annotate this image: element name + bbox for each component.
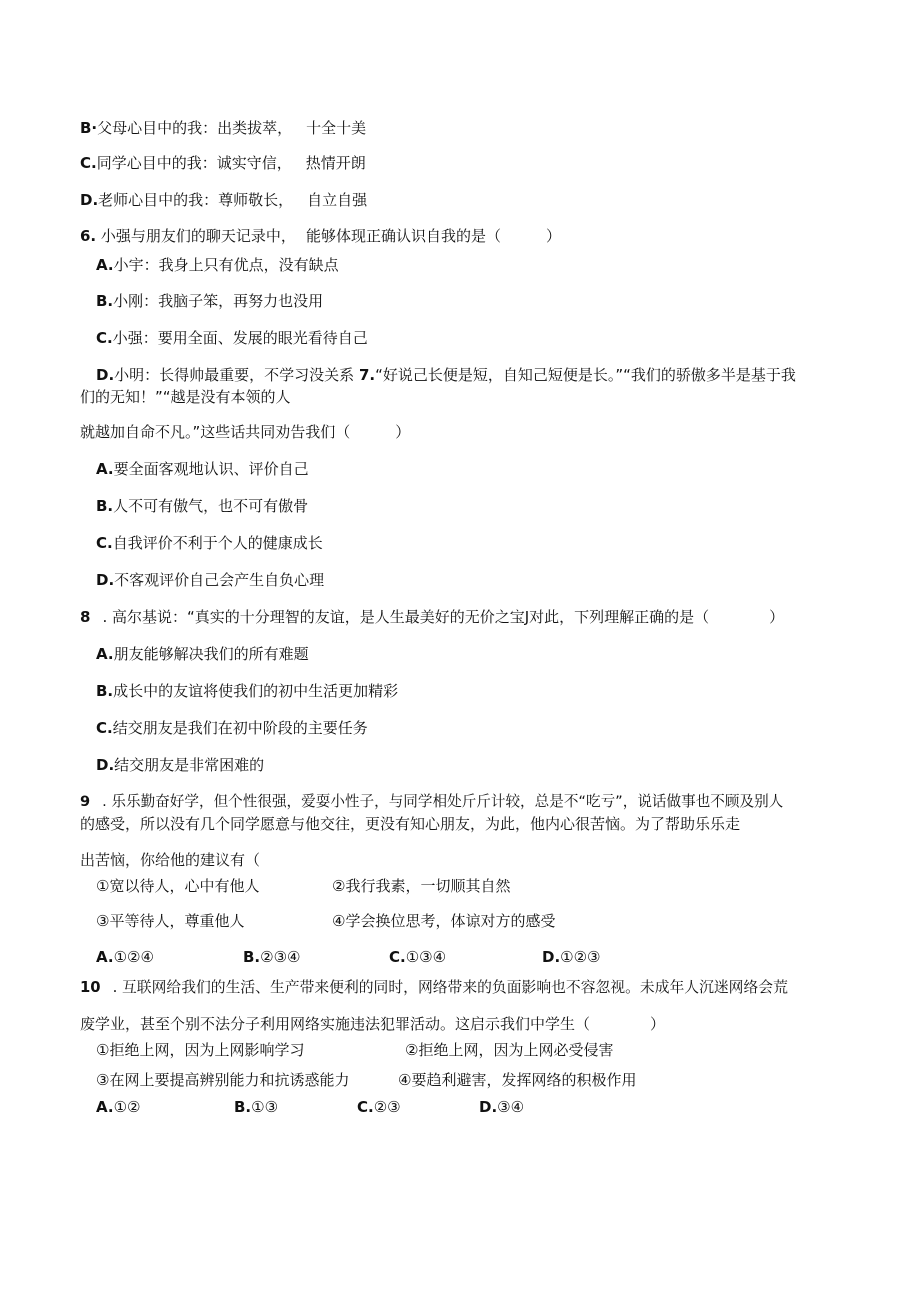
option-text: 人不可有傲气，也不可有傲骨	[113, 497, 309, 515]
option-text: 自立自强	[307, 191, 368, 209]
q9-option-b	[243, 947, 300, 967]
option-text: 结交朋友是我们在初中阶段的主要任务	[112, 719, 368, 737]
q7-option-b	[96, 496, 308, 516]
option-text: 小刚：我脑子笨，再努力也没用	[113, 292, 324, 310]
option-letter: A.	[96, 645, 114, 663]
option-text: ②③	[373, 1098, 401, 1116]
option-text: 小明：长得帅最重要，不学习没关系	[114, 366, 355, 384]
option-letter: D.	[80, 191, 99, 209]
q9-option-a	[96, 947, 154, 967]
option-letter: C.	[96, 534, 113, 552]
option-text: 结交朋友是非常困难的	[114, 756, 265, 774]
q7-option-d	[96, 570, 324, 590]
question-number: 10	[80, 979, 101, 996]
q7-option-c	[96, 533, 323, 553]
option-letter: A.	[96, 460, 114, 478]
q7-stem-3: 就越加自命不凡。”这些话共同劝告我们（ ）	[80, 423, 411, 441]
q5-option-d	[80, 190, 367, 210]
q9-option-c	[389, 947, 446, 967]
option-letter: C.	[96, 329, 113, 347]
q10-option-d	[479, 1097, 524, 1117]
option-text: 老师心目中的我：尊师敬长，	[98, 191, 294, 209]
question-text: . 乐乐勤奋好学，但个性很强，爱耍小性子，与同学相处斤斤计较，总是不“吃亏”，说话做事也不顾及别人	[102, 793, 784, 810]
q6-option-a	[96, 255, 339, 275]
question-number: 9	[80, 793, 91, 810]
option-letter: B.	[234, 1098, 252, 1116]
option-text: 十全十美	[306, 119, 367, 137]
q10-option-a	[96, 1097, 141, 1117]
q5-option-c	[80, 153, 366, 173]
q7-option-a	[96, 459, 309, 479]
option-text: 朋友能够解决我们的所有难题	[113, 645, 309, 663]
q8-option-d	[96, 755, 264, 775]
option-text: ①③④	[405, 948, 447, 966]
option-text: 自我评价不利于个人的健康成长	[112, 534, 323, 552]
q6-option-d-q7-stem	[96, 365, 796, 385]
option-text: 要全面客观地认识、评价自己	[113, 460, 309, 478]
q9-option-d	[542, 947, 601, 967]
q9-stem-1	[80, 792, 783, 812]
q9-stem-2: 的感受，所以没有几个同学愿意与他交往，更没有知心朋友，为此，他内心很苦恼。为了帮助乐乐走	[80, 815, 741, 833]
q9-item-1: ①宽以待人，心中有他人	[96, 877, 260, 895]
option-text: ①②④	[113, 948, 154, 966]
option-letter: B.	[96, 292, 114, 310]
q10-option-c	[357, 1097, 401, 1117]
q10-item-1: ①拒绝上网，因为上网影响学习	[96, 1041, 305, 1059]
option-letter: A.	[96, 256, 114, 274]
option-letter: D.	[479, 1098, 498, 1116]
q7-stem-2: 们的无知！”“越是没有本领的人	[80, 388, 291, 406]
option-letter: A.	[96, 1098, 114, 1116]
option-text: 父母心目中的我：出类拔萃，	[97, 119, 293, 137]
option-text: ②③④	[260, 948, 301, 966]
q5-option-b	[80, 118, 366, 138]
q9-item-3: ③平等待人，尊重他人	[96, 912, 245, 930]
option-letter: B.	[96, 682, 114, 700]
option-text: 成长中的友谊将使我们的初中生活更加精彩	[113, 682, 399, 700]
q8-option-c	[96, 718, 368, 738]
q10-stem-2: 废学业，甚至个别不法分子利用网络实施违法犯罪活动。这启示我们中学生（ ）	[80, 1015, 666, 1033]
q6-stem	[80, 226, 561, 246]
option-text: ①②	[113, 1098, 141, 1116]
question-number: 6.	[80, 227, 97, 245]
option-letter: B·	[80, 119, 98, 137]
q9-item-4: ④学会换位思考，体谅对方的感受	[332, 912, 556, 930]
q10-item-2: ②拒绝上网，因为上网必受侵害	[405, 1041, 614, 1059]
q8-option-b	[96, 681, 398, 701]
q9-item-2: ②我行我素，一切顺其自然	[332, 877, 511, 895]
q8-option-a	[96, 644, 309, 664]
option-text: ①③	[251, 1098, 279, 1116]
question-text: . 高尔基说：“真实的十分理智的友谊，是人生最美好的无价之宝J对此，下列理解正确的是（ ）	[102, 608, 785, 626]
q10-stem-1	[80, 978, 788, 998]
q10-item-4: ④要趋利避害，发挥网络的积极作用	[398, 1071, 637, 1089]
option-text: 不客观评价自己会产生自负心理	[114, 571, 325, 589]
option-letter: B.	[96, 497, 114, 515]
option-letter: A.	[96, 948, 114, 966]
option-letter: D.	[96, 366, 115, 384]
question-text: . 互联网给我们的生活、生产带来便利的同时，网络带来的负面影响也不容忽视。未成年人沉迷网络会荒	[112, 979, 788, 996]
option-letter: C.	[80, 154, 97, 172]
option-letter: C.	[96, 719, 113, 737]
question-text: “好说己长便是短，自知己短便是长。”“我们的骄傲多半是基于我	[375, 366, 796, 384]
option-letter: B.	[243, 948, 261, 966]
question-number: 7.	[358, 366, 376, 384]
q6-option-c	[96, 328, 368, 348]
option-letter: D.	[96, 571, 115, 589]
q6-option-b	[96, 291, 323, 311]
option-letter: D.	[542, 948, 561, 966]
q10-option-b	[234, 1097, 278, 1117]
option-text: ③④	[497, 1098, 525, 1116]
option-text: ①②③	[560, 948, 601, 966]
q8-stem	[80, 607, 784, 627]
q9-stem-3: 出苦恼，你给他的建议有（	[80, 851, 261, 869]
option-letter: C.	[389, 948, 406, 966]
option-text: 热情开朗	[305, 154, 366, 172]
question-text: 小强与朋友们的聊天记录中，	[100, 227, 296, 245]
option-text: 小强：要用全面、发展的眼光看待自己	[112, 329, 368, 347]
option-letter: D.	[96, 756, 115, 774]
q10-item-3: ③在网上要提高辨别能力和抗诱惑能力	[96, 1071, 350, 1089]
option-letter: C.	[357, 1098, 374, 1116]
question-number: 8	[80, 608, 91, 626]
question-text: 能够体现正确认识自我的是（ ）	[305, 227, 561, 245]
option-text: 小宇：我身上只有优点，没有缺点	[113, 256, 339, 274]
option-text: 同学心目中的我：诚实守信，	[96, 154, 292, 172]
